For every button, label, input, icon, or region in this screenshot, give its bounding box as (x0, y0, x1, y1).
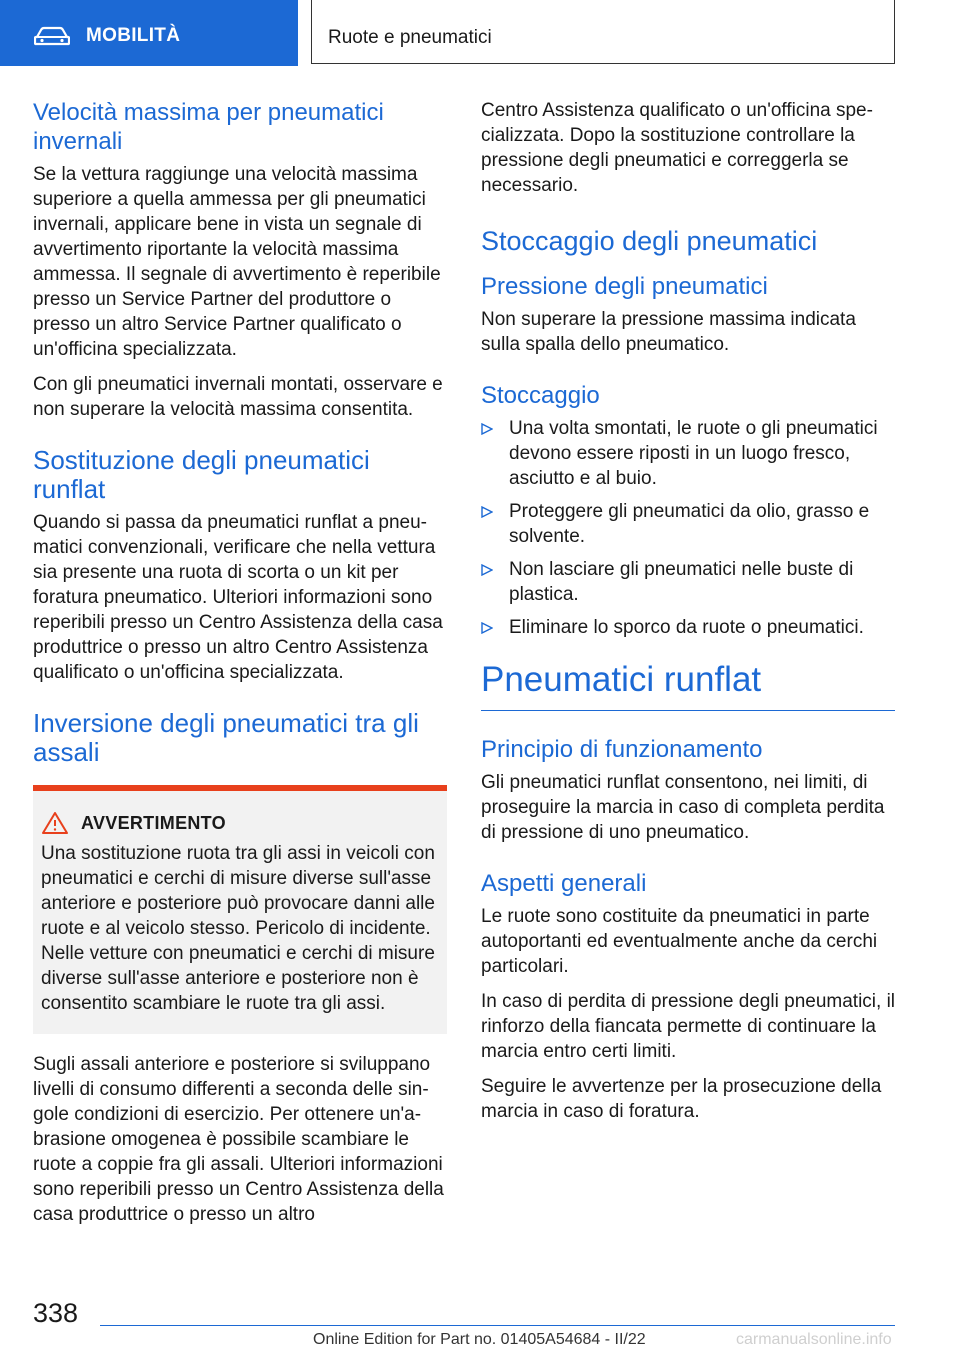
paragraph: Se la vettura raggiunge una velocità massima superiore a quella ammessa per gli pneumatici invernali, applicare bene in vista un segnale di avvertimento riportante la velocità massima ammessa. Il segnale di avvertimento è reperibile presso un Service Partner del produttore o presso un altro Service Partner qualificato o un'officina specializzata. (33, 164, 441, 360)
footer-divider (100, 1325, 895, 1326)
paragraph: Sugli assali anteriore e posteriore si sviluppano livelli di consumo differenti a seconda delle singole condizioni di esercizio. Per ottenere un'abrasione omogenea è possibile scambiare le ruote a coppie fra gli assali. Ulteriori informazioni sono reperibili presso un Centro Assistenza della casa produttrice o presso un altro (33, 1054, 444, 1225)
chapter-box (311, 0, 895, 64)
heading-general: Aspetti generali (481, 870, 647, 897)
warning-triangle-icon (41, 811, 69, 835)
triangle-bullet-icon (481, 423, 493, 435)
paragraph: Non superare la pressione massima indicata sulla spalla dello pneumatico. (481, 309, 856, 355)
warning-header (41, 811, 439, 835)
heading-tire-pressure: Pressione degli pneumatici (481, 273, 768, 300)
triangle-bullet-icon (481, 622, 493, 634)
car-icon (34, 26, 70, 46)
list-item: Proteggere gli pneumatici da olio, grasso e solvente. (481, 499, 895, 549)
warning-title: AVVERTIMENTO (81, 812, 226, 833)
paragraph: In caso di perdita di pressione degli pneumatici, il rinforzo della fiancata permette di continuare la marcia entro certi limiti. (481, 991, 896, 1062)
watermark: carmanualsonline.info (736, 1331, 892, 1348)
paragraph: Le ruote sono costituite da pneumatici in parte autoportanti ed eventualmente anche da cerchi particolari. (481, 906, 878, 977)
heading-tire-storage: Stoccaggio degli pneumatici (481, 226, 818, 256)
heading-winter-speed: Velocità massima per pneumatici invernali (33, 99, 384, 155)
edition-info: Online Edition for Part no. 01405A54684 - II/22 (313, 1331, 646, 1348)
list-item: Non lasciare gli pneumatici nelle buste di plastica. (481, 557, 895, 607)
section-label: MOBILITÀ (86, 25, 181, 46)
page-footer (0, 1290, 960, 1362)
chapter-title: Ruote e pneumatici (328, 27, 492, 48)
page-number: 338 (33, 1298, 79, 1328)
heading-principle: Principio di funzionamento (481, 736, 763, 763)
triangle-bullet-icon (481, 506, 493, 518)
warning-box (33, 785, 447, 1034)
heading-runflat-replacement: Sostituzione degli pneumatici runflat (33, 445, 370, 504)
right-column (481, 98, 895, 1134)
paragraph: Quando si passa da pneumatici runflat a pneumatici convenzionali, verificare che nella vettura sia presente una ruota di scorta o un kit per foratura pneumatico. Ulteriori informazioni sono reperibili presso un Centro Assistenza della casa produttrice o presso un altro Centro Assistenza qualificato o un'officina specializzata. (33, 512, 443, 683)
heading-axle-swap: Inversione degli pneumatici tra gli assali (33, 708, 419, 767)
triangle-bullet-icon (481, 564, 493, 576)
list-item: Una volta smontati, le ruote o gli pneumatici devono essere riposti in un luogo fresco, asciutto e al buio. (481, 416, 895, 491)
page-header (0, 0, 960, 66)
paragraph: Con gli pneumatici invernali montati, osservare e non superare la velocità massima consentita. (33, 374, 443, 420)
left-column (33, 98, 447, 1237)
heading-stock: Stoccaggio (481, 382, 600, 409)
heading-runflat-tires: Pneumatici runflat (481, 660, 895, 711)
paragraph: Seguire le avvertenze per la prosecuzione della marcia in caso di foratura. (481, 1076, 882, 1122)
list-item: Eliminare lo sporco da ruote o pneumatici. (481, 615, 895, 640)
warning-text: Una sostituzione ruota tra gli assi in veicoli con pneumatici e cerchi di misure diverse sull'asse anteriore e posteriore può provocare danni alle ruote e al veicolo stesso. Pericolo di incidente. Nelle vetture con pneumatici e cerchi di misure diverse sull'asse anteriore e posteriore non è consentito scambiare le ruote tra gli assi. (41, 843, 435, 1014)
section-tab (0, 0, 298, 66)
paragraph: Gli pneumatici runflat consentono, nei limiti, di proseguire la marcia in caso di completa perdita di pressione di uno pneumatico. (481, 772, 885, 843)
storage-bullet-list (481, 416, 895, 640)
paragraph: Centro Assistenza qualificato o un'officina specializzata. Dopo la sostituzione controllare la pressione degli pneumatici e correggerla se necessario. (481, 100, 873, 196)
